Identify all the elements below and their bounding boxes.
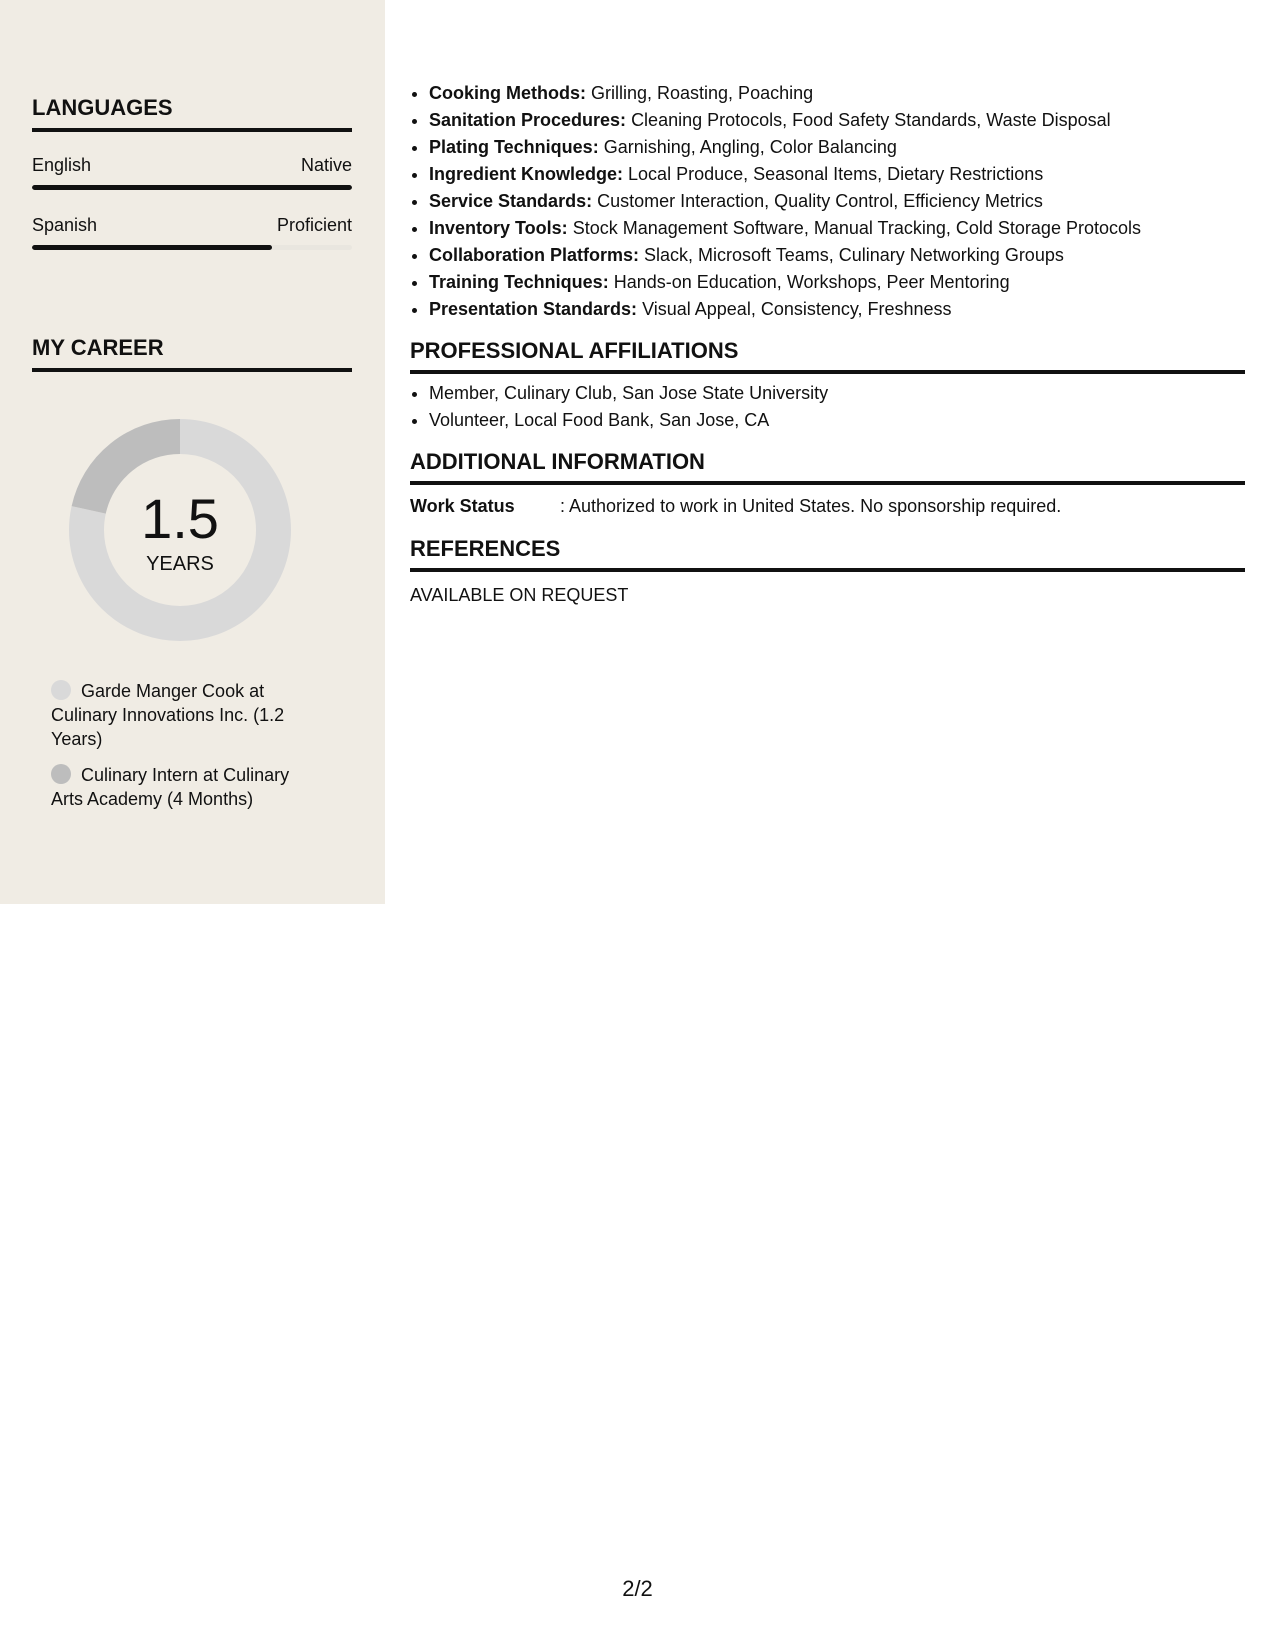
list-item (429, 215, 1245, 242)
sidebar (0, 0, 385, 904)
list-item (429, 242, 1245, 269)
career-heading: MY CAREER (32, 334, 352, 372)
page-number: 2/2 (622, 1576, 653, 1601)
affiliations-list (410, 380, 1245, 434)
language-level: Native (300, 155, 352, 175)
career-total-value: 1.5 (141, 487, 219, 550)
skill-value: Visual Appeal, Consistency, Freshness (642, 299, 952, 319)
languages-heading: LANGUAGES (32, 94, 352, 132)
skill-value: Grilling, Roasting, Poaching (591, 83, 814, 103)
list-item: • Volunteer, Local Food Bank, San Jose, CA (429, 407, 1245, 434)
language-proficiency-fill (32, 245, 272, 250)
skill-label: Collaboration Platforms: (429, 245, 640, 265)
affiliations-section (410, 337, 1245, 434)
skill-value: Slack, Microsoft Teams, Culinary Networking Groups (644, 245, 1064, 265)
references-text: AVAILABLE ON REQUEST (410, 585, 629, 605)
main-content (410, 80, 1245, 606)
career-total-unit: YEARS (146, 553, 214, 575)
list-item (429, 269, 1245, 296)
language-proficiency-bar (32, 245, 352, 250)
work-status-label: Work Status (410, 496, 515, 516)
skill-value: Cleaning Protocols, Food Safety Standards, Waste Disposal (631, 110, 1111, 130)
career-legend (51, 679, 311, 823)
skill-value: Garnishing, Angling, Color Balancing (603, 137, 897, 157)
skill-label: Sanitation Procedures: (429, 110, 627, 130)
work-status-value: : Authorized to work in United States. No sponsorship required. (560, 496, 1062, 516)
career-legend-label: Culinary Intern at Culinary Arts Academy (4 Months) (51, 765, 290, 809)
language-row (32, 154, 352, 176)
skill-label: Service Standards: (429, 191, 593, 211)
affiliations-heading: PROFESSIONAL AFFILIATIONS (410, 337, 1245, 374)
skill-label: Presentation Standards: (429, 299, 638, 319)
legend-dot-icon (51, 680, 71, 700)
list-item: • Member, Culinary Club, San Jose State University (429, 380, 1245, 407)
career-legend-item (51, 679, 311, 751)
skill-label: Training Techniques: (429, 272, 609, 292)
skill-value: Customer Interaction, Quality Control, Efficiency Metrics (597, 191, 1043, 211)
list-item (429, 134, 1245, 161)
list-item (429, 188, 1245, 215)
legend-dot-icon (51, 764, 71, 784)
skills-list (410, 80, 1245, 323)
career-section (32, 334, 352, 372)
language-item (32, 154, 352, 190)
additional-info-section (410, 448, 1245, 517)
references-heading: REFERENCES (410, 535, 1245, 572)
skill-value: Stock Management Software, Manual Tracking, Cold Storage Protocols (572, 218, 1141, 238)
language-row (32, 214, 352, 236)
language-level: Proficient (276, 215, 352, 235)
skill-value: Hands-on Education, Workshops, Peer Mentoring (613, 272, 1010, 292)
skill-label: Inventory Tools: (429, 218, 568, 238)
list-item (429, 107, 1245, 134)
skill-label: Plating Techniques: (429, 137, 599, 157)
references-section (410, 535, 1245, 606)
list-item (429, 161, 1245, 188)
language-name: Spanish (32, 215, 98, 235)
work-status-row (410, 495, 1245, 517)
language-name: English (32, 155, 92, 175)
language-proficiency-fill (32, 185, 352, 190)
list-item (429, 296, 1245, 323)
career-legend-item (51, 763, 311, 811)
language-item (32, 214, 352, 250)
career-donut-chart (67, 417, 293, 643)
language-proficiency-bar (32, 185, 352, 190)
skill-label: Ingredient Knowledge: (429, 164, 624, 184)
skill-value: Local Produce, Seasonal Items, Dietary Restrictions (628, 164, 1044, 184)
list-item (429, 80, 1245, 107)
career-legend-label: Garde Manger Cook at Culinary Innovations Inc. (1.2 Years) (51, 681, 285, 749)
skill-label: Cooking Methods: (429, 83, 586, 103)
donut-center (67, 417, 293, 643)
languages-section (32, 94, 352, 250)
additional-info-heading: ADDITIONAL INFORMATION (410, 448, 1245, 485)
